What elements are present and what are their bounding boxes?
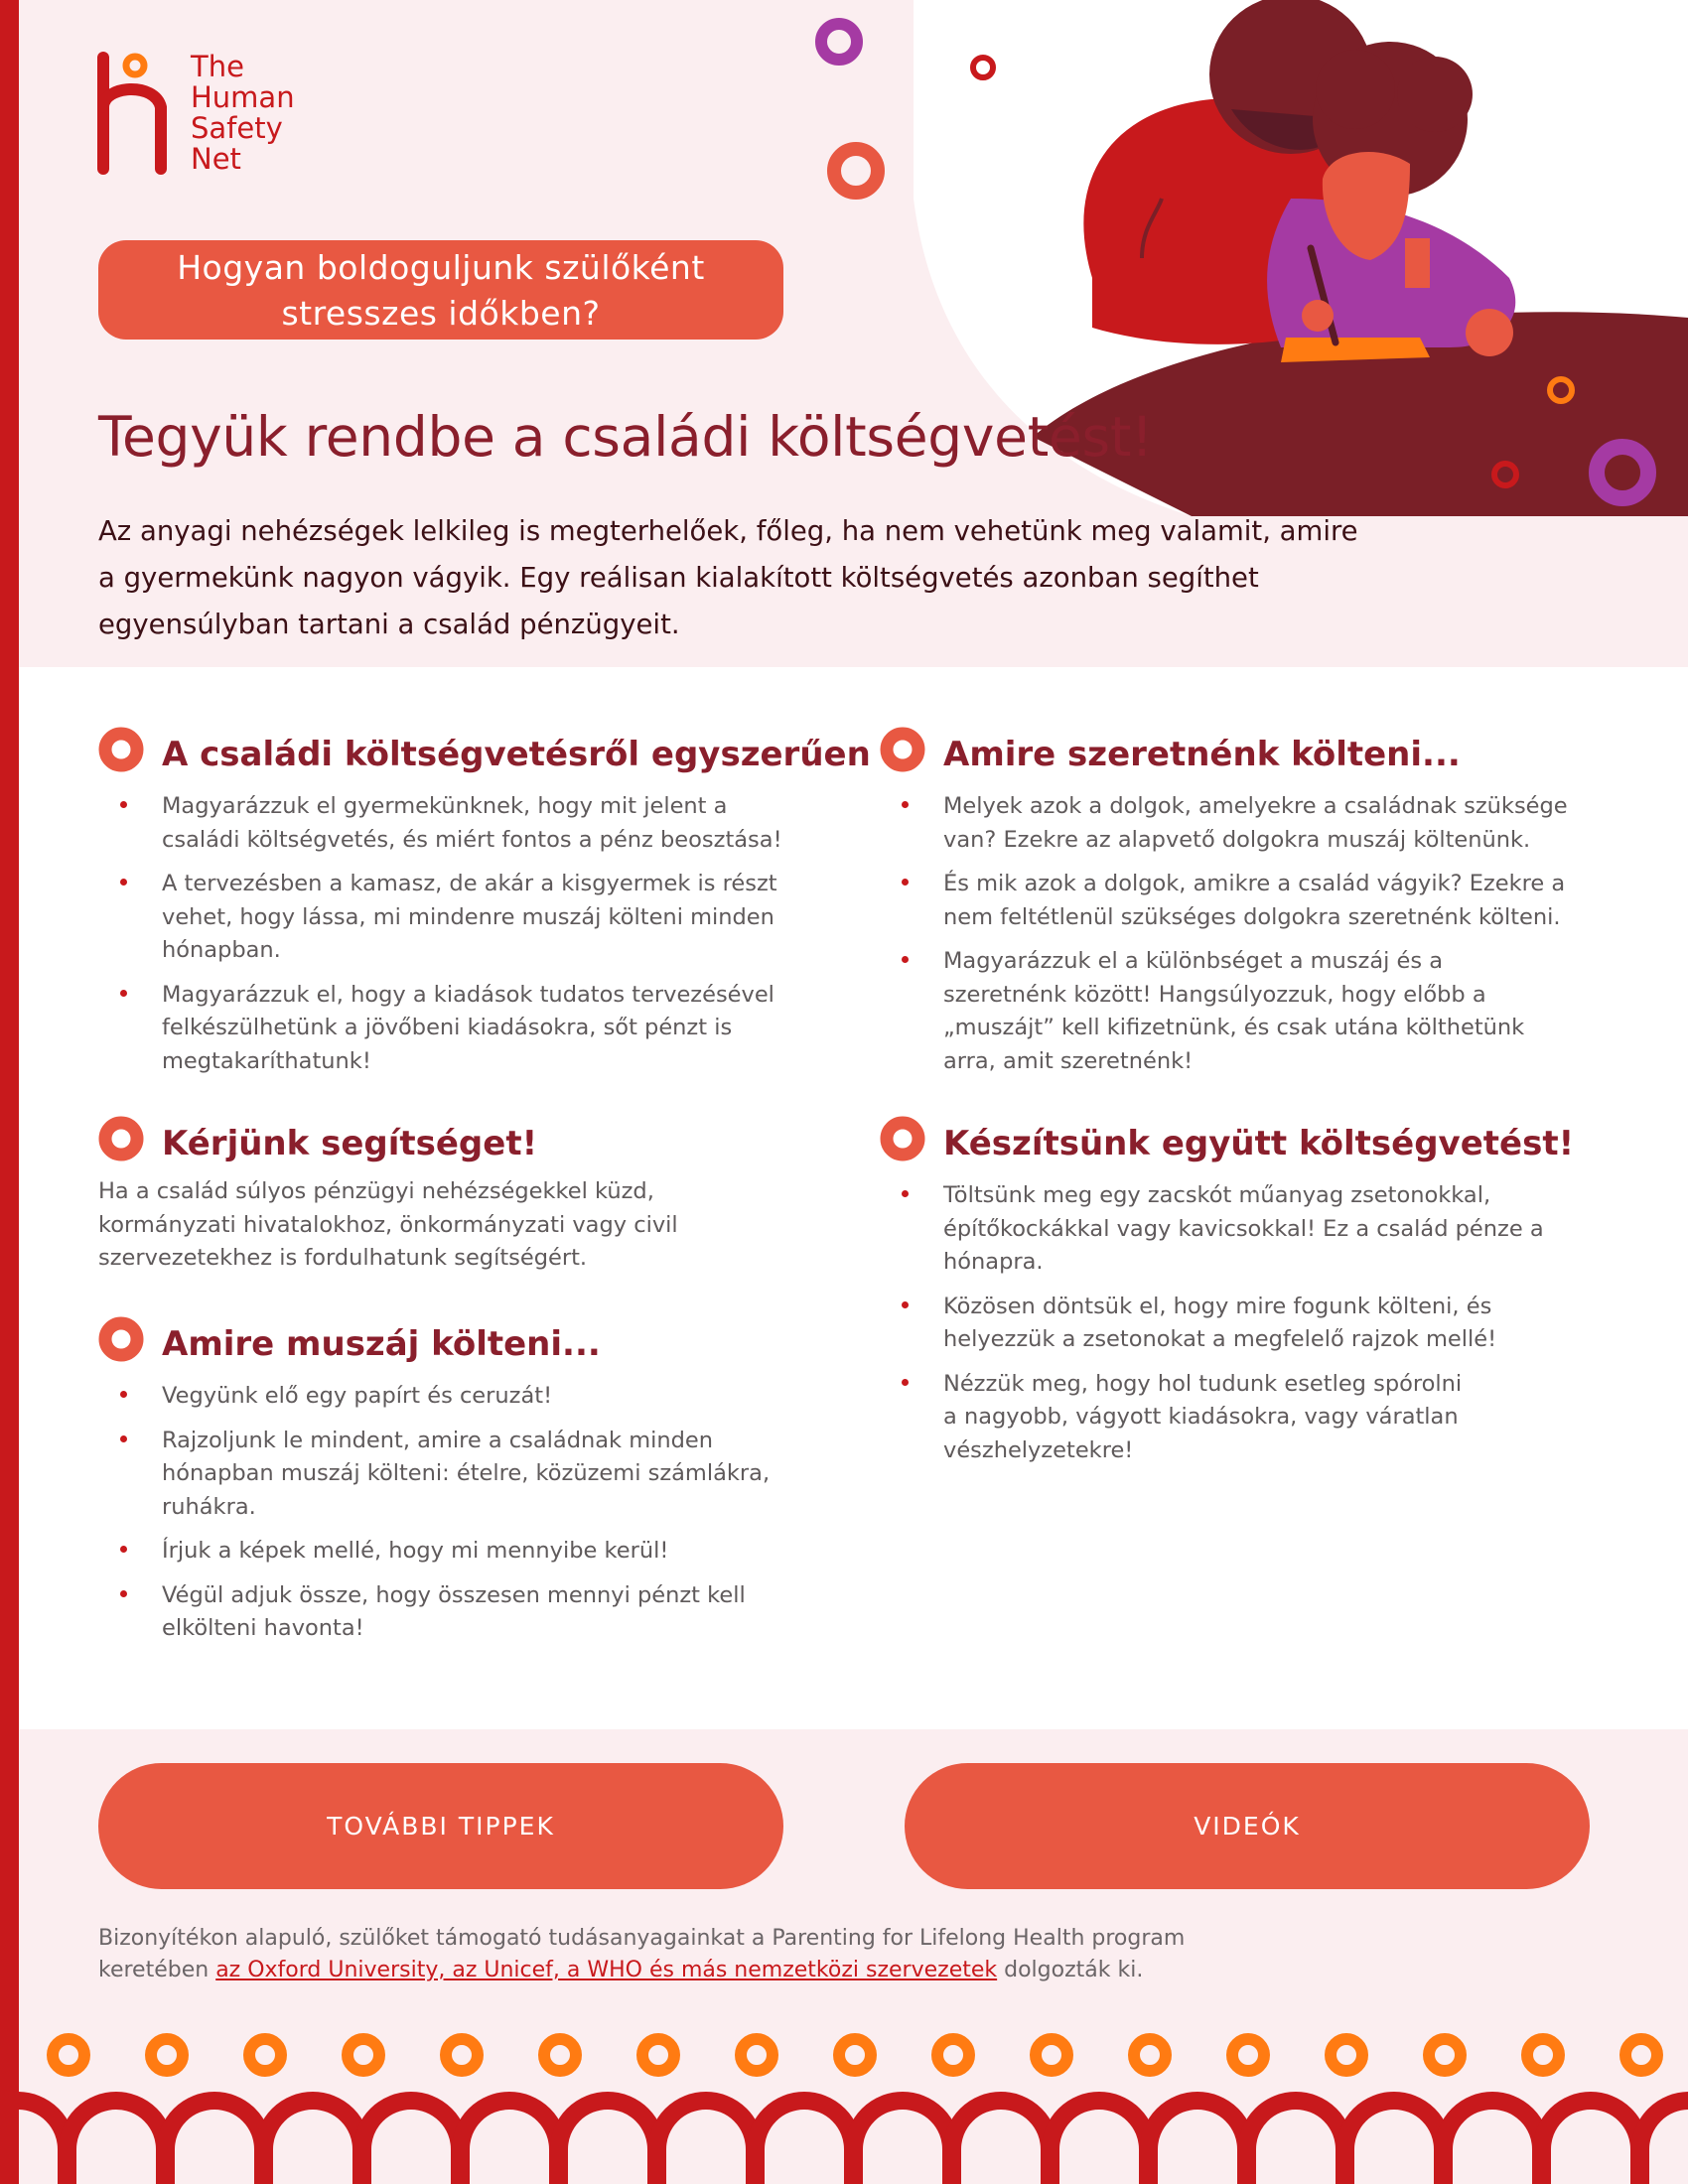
section-must-spend [98, 1314, 813, 1657]
footer-arch-icon [1149, 2101, 1246, 2184]
logo-line: Human [191, 80, 295, 114]
footer-ring-icon [1331, 2039, 1362, 2071]
ring-bullet-icon [98, 1116, 144, 1161]
list-item: Magyarázzuk el, hogy a kiadások tudatos tervezésével felkészülhetünk a jövőbeni kiadásokra, sőt pénzt is megtakaríthatunk! [98, 979, 813, 1079]
footer-arch-icon [756, 2101, 853, 2184]
footer-ring-icon [544, 2039, 576, 2071]
footer-ring-icon [1134, 2039, 1166, 2071]
section-title: Készítsünk együtt költségvetést! [943, 1124, 1575, 1163]
section-make-budget-together [880, 1114, 1595, 1478]
footer-ring-icon [839, 2039, 871, 2071]
section-title: Kérjünk segítséget! [162, 1124, 538, 1163]
footer-ring-icon [1429, 2039, 1461, 2071]
footer-line: Bizonyítékon alapuló, szülőket támogató tudásanyagainkat a Parenting for Lifelong Health program [98, 1926, 1186, 1951]
footer-arch-icon [657, 2101, 755, 2184]
more-tips-button[interactable]: TOVÁBBI TIPPEK [98, 1763, 783, 1889]
intro-paragraph [98, 508, 1568, 648]
intro-line: Az anyagi nehézségek lelkileg is megterhelőek, főleg, ha nem vehetünk meg valamit, amire [98, 515, 1358, 547]
list-item: Vegyünk elő egy papírt és ceruzát! [98, 1380, 813, 1414]
videos-button[interactable]: VIDEÓK [905, 1763, 1590, 1889]
footer-ring-icon [741, 2039, 773, 2071]
footer-arch-icon [1640, 2101, 1688, 2184]
footer-arch-icon [166, 2101, 263, 2184]
section-want-to-spend [880, 725, 1595, 1089]
list-item: És mik azok a dolgok, amikre a család vágyik? Ezekre a nem feltétlenül szükséges dolgokra szeretnénk költeni. [880, 868, 1595, 934]
list-item: Magyarázzuk el a különbséget a muszáj és a szeretnénk között! Hangsúlyozzuk, hogy előbb a „muszájt” kell kifizetnünk, és csak utána költhetünk arra, amit szeretnénk! [880, 945, 1595, 1078]
footer-arch-icon [1345, 2101, 1443, 2184]
list-item: Melyek azok a dolgok, amelyekre a családnak szüksége van? Ezekre az alapvető dolgokra muszáj költenünk. [880, 790, 1595, 857]
footer-note [98, 1923, 1185, 1986]
footer-arch-icon [952, 2101, 1050, 2184]
section-paragraph: Ha a család súlyos pénzügyi nehézségekkel küzd, kormányzati hivatalokhoz, önkormányzati vagy civil szervezetekhez is fordulhatunk segítségért. [98, 1178, 678, 1271]
footer-ring-icon [151, 2039, 183, 2071]
footer-arch-icon [854, 2101, 951, 2184]
footer-ring-icon [446, 2039, 478, 2071]
section-title: Amire muszáj költeni... [162, 1324, 601, 1364]
footer-ring-icon [53, 2039, 84, 2071]
topic-pill-line: stresszes időkben? [281, 294, 601, 333]
footer-ring-icon [1036, 2039, 1067, 2071]
footer-ring-icon [937, 2039, 969, 2071]
list-item: Végül adjuk össze, hogy összesen mennyi pénzt kell elkölteni havonta! [98, 1579, 813, 1646]
section-title: A családi költségvetésről egyszerűen [162, 735, 871, 774]
footer-ring-icon [642, 2039, 674, 2071]
footer-arch-icon [559, 2101, 656, 2184]
page-title: Tegyük rendbe a családi költségvetést! [98, 405, 1153, 469]
footer-ring-icon [249, 2039, 281, 2071]
footer-ring-icon [1625, 2039, 1657, 2071]
footer-ring-icon [348, 2039, 379, 2071]
footer-arch-icon [1444, 2101, 1541, 2184]
ring-bullet-icon [880, 727, 925, 772]
logo-line: Safety [191, 111, 283, 145]
footer-ring-icon [1232, 2039, 1264, 2071]
ring-bullet-icon [880, 1116, 925, 1161]
section-ask-for-help [98, 1114, 813, 1276]
footer-text: keretében [98, 1958, 216, 1982]
list-item: Közösen döntsük el, hogy mire fogunk költeni, és helyezzük a zsetonokat a megfelelő rajzok mellé! [880, 1291, 1595, 1357]
footer-arch-icon [1542, 2101, 1639, 2184]
footer-arch-icon [362, 2101, 460, 2184]
list-item: Nézzük meg, hogy hol tudunk esetleg spórolni a nagyobb, vágyott kiadásokra, vagy váratlan vészhelyzetekre! [880, 1368, 1595, 1468]
footer-text: dolgozták ki. [997, 1958, 1144, 1982]
intro-line: egyensúlyban tartani a család pénzügyeit. [98, 609, 680, 640]
topic-pill-line: Hogyan boldoguljunk szülőként [177, 248, 705, 287]
ring-bullet-icon [98, 1316, 144, 1362]
list-item: Magyarázzuk el gyermekünknek, hogy mit jelent a családi költségvetés, és miért fontos a pénz beosztása! [98, 790, 813, 857]
footer-ring-icon [1527, 2039, 1559, 2071]
section-family-budget-basics [98, 725, 871, 1089]
section-title: Amire szeretnénk költeni... [943, 735, 1461, 774]
left-accent-bar [0, 0, 19, 2184]
footer-arch-icon [68, 2101, 165, 2184]
topic-pill [98, 240, 783, 340]
logo-wordmark [191, 52, 295, 175]
footer-decoration [19, 2025, 1688, 2184]
footer-arch-icon [461, 2101, 558, 2184]
footer-arch-icon [264, 2101, 361, 2184]
list-item: Rajzoljunk le mindent, amire a családnak minden hónapban muszáj költeni: ételre, közüzemi számlákra, ruhákra. [98, 1425, 813, 1525]
list-item: Írjuk a képek mellé, hogy mi mennyibe kerül! [98, 1535, 813, 1569]
logo-line: The [191, 50, 244, 83]
intro-line: a gyermekünk nagyon vágyik. Egy reálisan kialakított költségvetés azonban segíthet [98, 562, 1259, 594]
footer-arch-icon [1051, 2101, 1148, 2184]
logo-line: Net [191, 142, 241, 176]
ring-bullet-icon [98, 727, 144, 772]
partners-link[interactable]: az Oxford University, az Unicef, a WHO és más nemzetközi szervezetek [215, 1958, 998, 1982]
footer-arch-icon [1247, 2101, 1344, 2184]
list-item: Töltsünk meg egy zacskót műanyag zsetonokkal, építőkockákkal vagy kavicsokkal! Ez a család pénze a hónapra. [880, 1179, 1595, 1280]
list-item: A tervezésben a kamasz, de akár a kisgyermek is részt vehet, hogy lássa, mi mindenre muszáj költeni minden hónapban. [98, 868, 813, 968]
